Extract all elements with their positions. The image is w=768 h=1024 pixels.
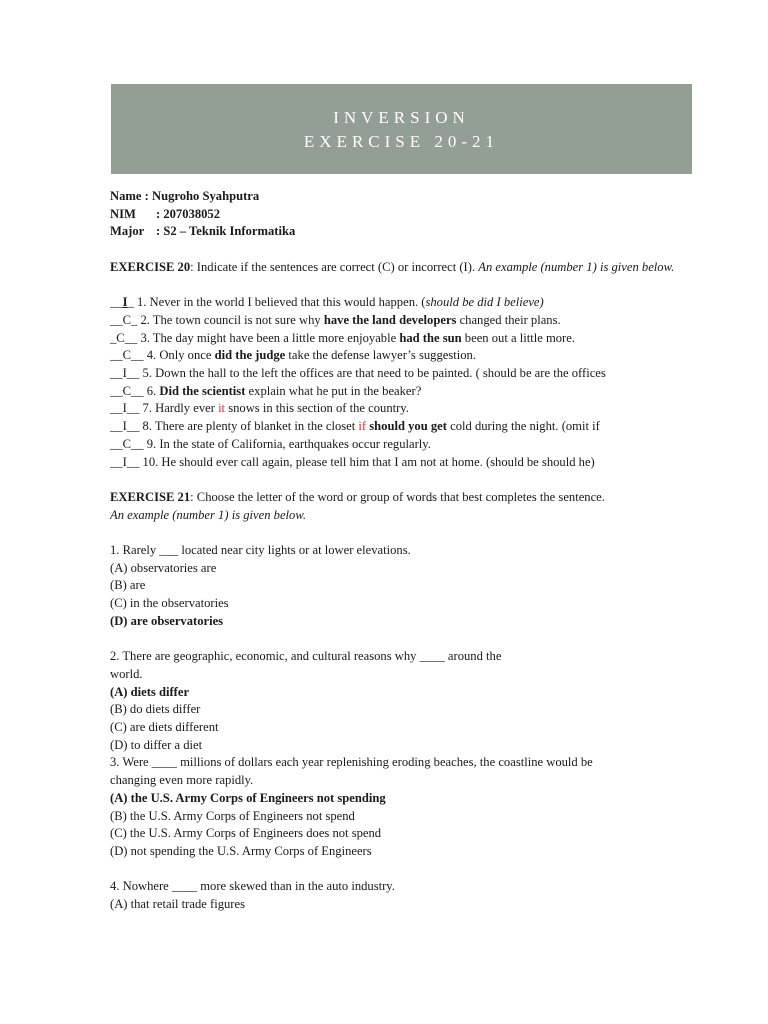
title-banner [111,84,692,174]
question-text: 1. Rarely ___ located near city lights or at lower elevations. [110,543,411,557]
item-text: __I__ 7. Hardly ever [110,401,219,416]
item-text: cold during the night. (omit if [446,419,600,434]
answer-option: (A) that retail trade figures [110,897,245,912]
question-text: 4. Nowhere ____ more skewed than in the auto industry. [110,879,395,894]
exercise21-question [110,754,680,860]
exercise20-item [110,454,680,472]
exercise21-question [110,542,680,631]
exercise21-instructions [110,489,680,524]
document-body [110,188,680,914]
exercise20-example-note: An example (number 1) is given below. [478,259,675,274]
answer-option: (D) to differ a diet [110,737,203,752]
exercise21-instruction: : Choose the letter of the word or group of words that best completes the sentence. [190,489,605,504]
highlighted-word: if [358,419,367,434]
nim-row [110,206,680,224]
exercise20-instruction: : Indicate if the sentences are correct (C) or incorrect (I). [190,259,479,274]
nim-label: NIM [110,206,136,221]
exercise21-list [110,542,680,914]
correction-note: should be did I believe) [425,295,544,310]
name-label: Name : [110,189,152,203]
item-text: __C_ 2. The town council is not sure why [110,312,324,327]
exercise20-item [110,400,680,418]
student-identity [110,188,680,241]
exercise21-question [110,648,680,754]
exercise20-item [110,418,680,436]
item-text: __I__ 10. He should ever call again, please tell him that I am not at home. (should be should he) [110,454,595,469]
exercise20-heading: EXERCISE 20 [110,259,191,274]
emphasis-text: did the judge [214,348,286,363]
answer-option: (C) the U.S. Army Corps of Engineers does not spend [110,826,382,841]
document-title: INVERSION [333,108,470,127]
exercise20-item [110,330,680,348]
emphasis-text: should you get [369,419,447,434]
question-text: changing even more rapidly. [110,773,254,788]
major-row [110,223,680,241]
nim-value: : 207038052 [156,206,221,221]
item-text: changed their plans. [456,312,561,327]
item-text: __C__ 9. In the state of California, earthquakes occur regularly. [110,436,431,451]
item-text: __C__ 4. Only once [110,348,215,363]
correct-answer-option: (A) diets differ [110,684,190,699]
question-text: 2. There are geographic, economic, and cultural reasons why ____ around the [110,649,502,664]
exercise21-example-note: An example (number 1) is given below. [110,507,306,522]
question-text: world. [110,666,143,681]
exercise20-item [110,312,680,330]
exercise20-instructions [110,259,680,277]
answer-option: (D) not spending the U.S. Army Corps of Engineers [110,843,372,858]
item-text: take the defense lawyer’s suggestion. [285,348,476,363]
name-row [110,188,680,206]
exercise20-item [110,365,680,383]
exercise20-item [110,436,680,454]
exercise20-item [110,347,680,365]
item-text: __I__ 5. Down the hall to the left the offices are that need to be painted. ( should be are the offices [110,366,606,380]
highlighted-word: it [218,401,226,416]
item-text: __ [110,295,123,310]
answer-option: (A) observatories are [110,560,217,575]
correct-answer-option: (D) are observatories [110,613,224,628]
item-text: __C__ 6. [110,383,160,398]
item-text: __I__ 8. There are plenty of blanket in the closet [110,419,359,434]
answer-option: (C) in the observatories [110,596,229,611]
item-text: explain what he put in the beaker? [245,383,422,398]
major-value: : S2 – Teknik Informatika [156,224,296,239]
exercise21-heading: EXERCISE 21 [110,489,191,504]
answer-option: (B) are [110,578,146,593]
question-text: 3. Were ____ millions of dollars each year replenishing eroding beaches, the coastline would be [110,755,593,770]
answer-mark: I [122,295,128,310]
name-value: Nugroho Syahputra [151,189,260,203]
answer-option: (C) are diets different [110,720,219,735]
emphasis-text: have the land developers [323,312,457,327]
major-label: Major [110,224,145,239]
emphasis-text: had the sun [399,330,462,345]
item-text: snows in this section of the country. [225,401,409,416]
emphasis-text: Did the scientist [159,383,246,398]
item-text: _C__ 3. The day might have been a little more enjoyable [110,330,400,345]
item-text: been out a little more. [461,330,575,345]
correct-answer-option: (A) the U.S. Army Corps of Engineers not spending [110,790,386,805]
exercise20-item [110,294,680,312]
document-subtitle: EXERCISE 20-21 [303,132,500,151]
answer-option: (B) the U.S. Army Corps of Engineers not spend [110,808,355,823]
item-text: _ 1. Never in the world I believed that this would happen. ( [127,295,426,310]
exercise20-list [110,294,680,471]
exercise20-item [110,383,680,401]
answer-option: (B) do diets differ [110,702,201,717]
exercise21-question [110,878,680,913]
